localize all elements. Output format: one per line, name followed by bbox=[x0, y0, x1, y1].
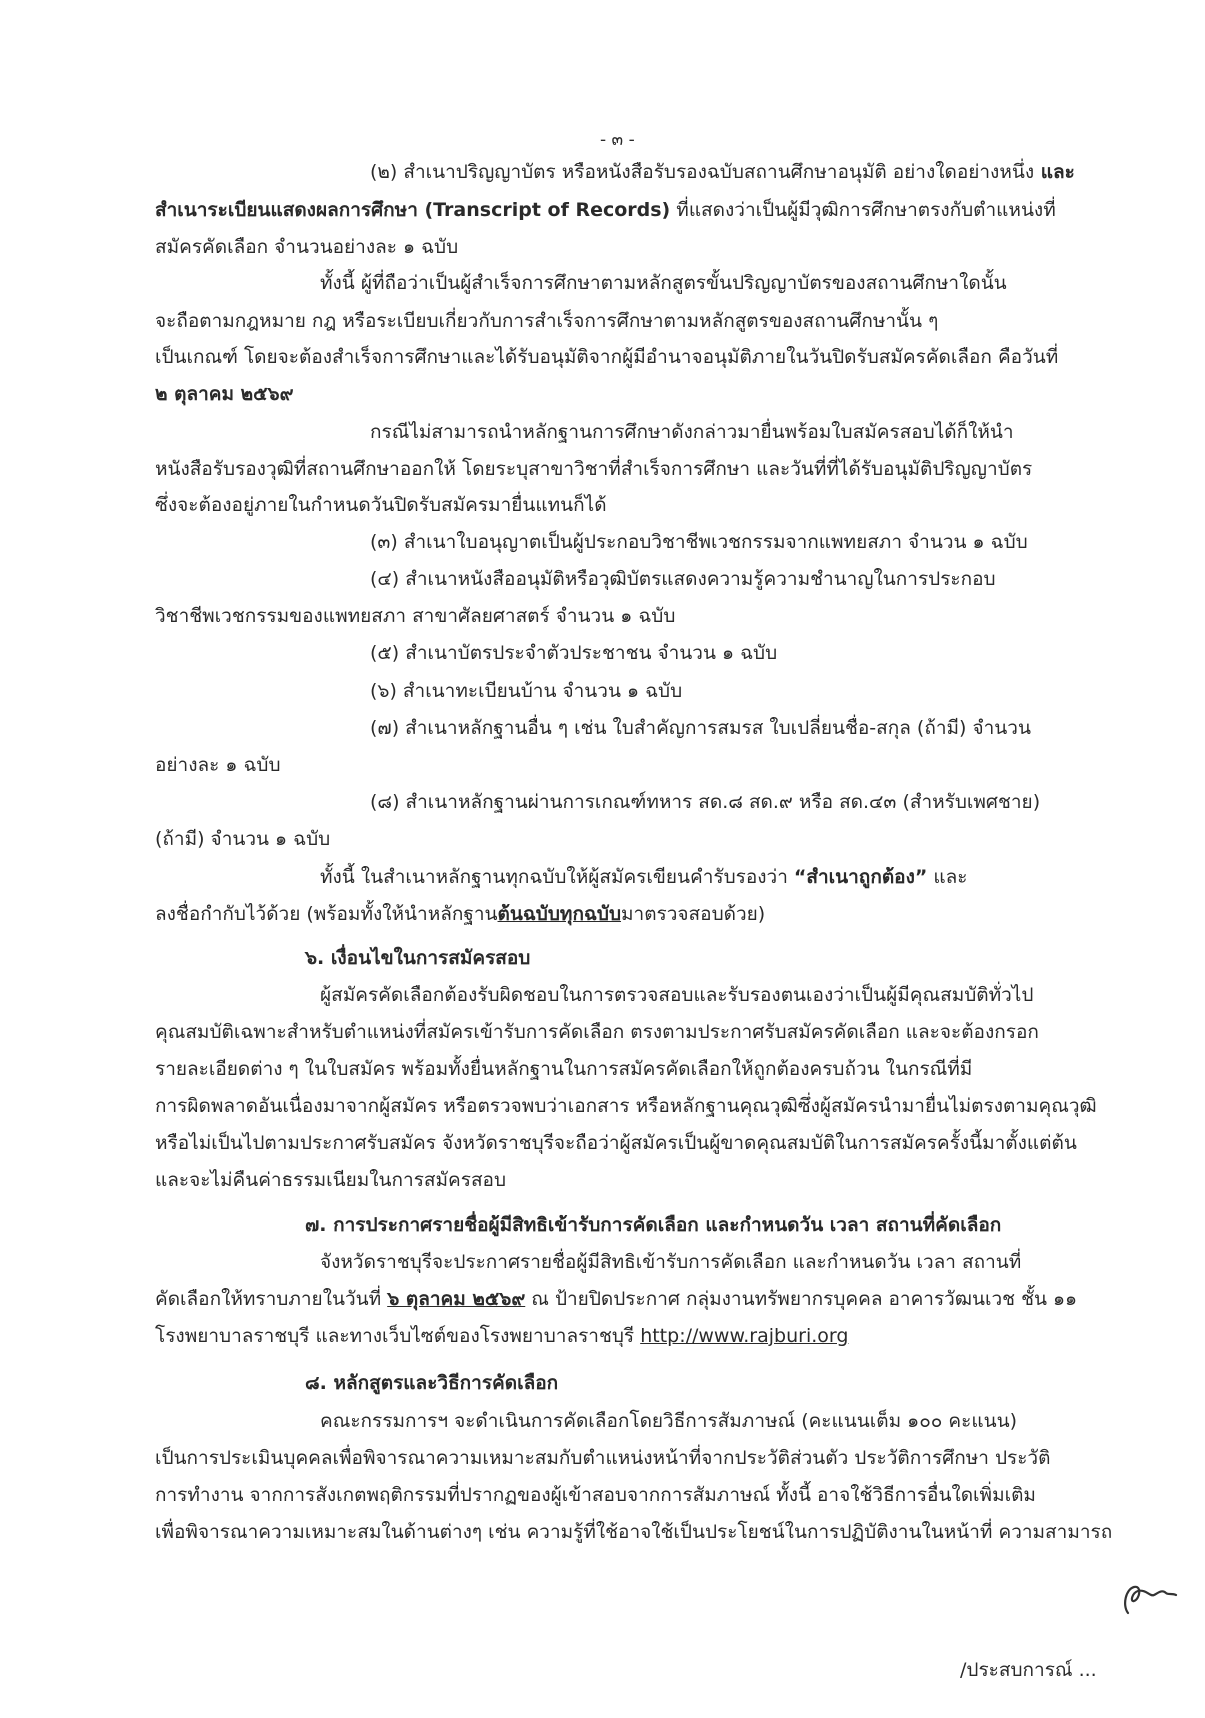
text-line: ทั้งนี้ ในสำเนาหลักฐานทุกฉบับให้ผู้สมัครเขียนคำรับรองว่า “สำเนาถูกต้อง” และ bbox=[320, 866, 968, 888]
item-5-line: (๕) สำเนาบัตรประจำตัวประชาชน จำนวน ๑ ฉบับ bbox=[370, 642, 778, 664]
text-line: คัดเลือกให้ทราบภายในวันที่ ๖ ตุลาคม ๒๕๖๙ ณ ป้ายปิดประกาศ กลุ่มงานทรัพยากรบุคคล อาคารวัฒนเวช ชั้น ๑๑ bbox=[155, 1288, 1078, 1310]
text-line: หรือไม่เป็นไปตามประกาศรับสมัคร จังหวัดราชบุรีจะถือว่าผู้สมัครเป็นผู้ขาดคุณสมบัติในการสมัครครั้งนี้มาตั้งแต่ต้น bbox=[155, 1132, 1077, 1154]
continuation-note: /ประสบการณ์ ... bbox=[960, 1659, 1097, 1681]
text-line: ซึ่งจะต้องอยู่ภายในกำหนดวันปิดรับสมัครมายื่นแทนก็ได้ bbox=[155, 494, 607, 516]
item-2-line: (๒) สำเนาปริญญาบัตร หรือหนังสือรับรองฉบับสถานศึกษาอนุมัติ อย่างใดอย่างหนึ่ง และ bbox=[370, 161, 1075, 183]
transcript-line: สำเนาระเบียนแสดงผลการศึกษา (Transcript of Records) ที่แสดงว่าเป็นผู้มีวุฒิการศึกษาตรงกับตำแหน่งที่ bbox=[155, 199, 1056, 221]
text-line: อย่างละ ๑ ฉบับ bbox=[155, 754, 281, 776]
text-line: หนังสือรับรองวุฒิที่สถานศึกษาออกให้ โดยระบุสาขาวิชาที่สำเร็จการศึกษา และวันที่ที่ได้รับอนุมัติปริญญาบัตร bbox=[155, 458, 1033, 480]
section-6-heading: ๖. เงื่อนไขในการสมัครสอบ bbox=[305, 947, 531, 969]
text-line: วิชาชีพเวชกรรมของแพทยสภา สาขาศัลยศาสตร์ จำนวน ๑ ฉบับ bbox=[155, 605, 676, 627]
item-4-line: (๔) สำเนาหนังสืออนุมัติหรือวุฒิบัตรแสดงความรู้ความชำนาญในการประกอบ bbox=[370, 568, 996, 590]
text-line: คณะกรรมการฯ จะดำเนินการคัดเลือกโดยวิธีการสัมภาษณ์ (คะแนนเต็ม ๑๐๐ คะแนน) bbox=[320, 1410, 1017, 1432]
text-line: ทั้งนี้ ผู้ที่ถือว่าเป็นผู้สำเร็จการศึกษาตามหลักสูตรขั้นปริญญาบัตรของสถานศึกษาใดนั้น bbox=[320, 272, 1007, 294]
text-line: จังหวัดราชบุรีจะประกาศรายชื่อผู้มีสิทธิเข้ารับการคัดเลือก และกำหนดวัน เวลา สถานที่ bbox=[320, 1251, 1022, 1273]
section-7-heading: ๗. การประกาศรายชื่อผู้มีสิทธิเข้ารับการคัดเลือก และกำหนดวัน เวลา สถานที่คัดเลือก bbox=[305, 1214, 1002, 1236]
website-link[interactable]: http://www.rajburi.org bbox=[640, 1325, 849, 1347]
text-line: เป็นการประเมินบุคคลเพื่อพิจารณาความเหมาะสมกับตำแหน่งหน้าที่จากประวัติส่วนตัว ประวัติการศึกษา ประวัติ bbox=[155, 1447, 1051, 1469]
text-line: จะถือตามกฎหมาย กฎ หรือระเบียบเกี่ยวกับการสำเร็จการศึกษาตามหลักสูตรของสถานศึกษานั้น ๆ bbox=[155, 310, 939, 332]
item-3-line: (๓) สำเนาใบอนุญาตเป็นผู้ประกอบวิชาชีพเวชกรรมจากแพทยสภา จำนวน ๑ ฉบับ bbox=[370, 531, 1028, 553]
text-line: สมัครคัดเลือก จำนวนอย่างละ ๑ ฉบับ bbox=[155, 236, 459, 258]
text-line: เพื่อพิจารณาความเหมาะสมในด้านต่างๆ เช่น ความรู้ที่ใช้อาจใช้เป็นประโยชน์ในการปฏิบัติงานในหน้าที่ ความสามารถ bbox=[155, 1521, 1113, 1543]
text-line: การทำงาน จากการสังเกตพฤติกรรมที่ปรากฏของผู้เข้าสอบจากการสัมภาษณ์ ทั้งนี้ อาจใช้วิธีการอื่นใดเพิ่มเติม bbox=[155, 1484, 1036, 1506]
signature-mark bbox=[1120, 1575, 1180, 1620]
text-line: และจะไม่คืนค่าธรรมเนียมในการสมัครสอบ bbox=[155, 1169, 507, 1191]
text-line: คุณสมบัติเฉพาะสำหรับตำแหน่งที่สมัครเข้ารับการคัดเลือก ตรงตามประกาศรับสมัครคัดเลือก และจะต้องกรอก bbox=[155, 1021, 1039, 1043]
item-6-line: (๖) สำเนาทะเบียนบ้าน จำนวน ๑ ฉบับ bbox=[370, 680, 683, 702]
text-line: โรงพยาบาลราชบุรี และทางเว็บไซต์ของโรงพยาบาลราชบุรี http://www.rajburi.org bbox=[155, 1325, 849, 1347]
item-8-line: (๘) สำเนาหลักฐานผ่านการเกณฑ์ทหาร สด.๘ สด.๙ หรือ สด.๔๓ (สำหรับเพศชาย) bbox=[370, 791, 1041, 813]
text-line: รายละเอียดต่าง ๆ ในใบสมัคร พร้อมทั้งยื่นหลักฐานในการสมัครคัดเลือกให้ถูกต้องครบถ้วน ในกรณีที่มี bbox=[155, 1058, 973, 1080]
item-7-line: (๗) สำเนาหลักฐานอื่น ๆ เช่น ใบสำคัญการสมรส ใบเปลี่ยนชื่อ-สกุล (ถ้ามี) จำนวน bbox=[370, 717, 1031, 739]
text-line: ลงชื่อกำกับไว้ด้วย (พร้อมทั้งให้นำหลักฐานต้นฉบับทุกฉบับมาตรวจสอบด้วย) bbox=[155, 903, 766, 925]
text-line: (ถ้ามี) จำนวน ๑ ฉบับ bbox=[155, 828, 331, 850]
page-number: - ๓ - bbox=[600, 130, 635, 150]
text-line: ผู้สมัครคัดเลือกต้องรับผิดชอบในการตรวจสอบและรับรองตนเองว่าเป็นผู้มีคุณสมบัติทั่วไป bbox=[320, 984, 1034, 1006]
close-date: ๒ ตุลาคม ๒๕๖๙ bbox=[155, 383, 294, 405]
section-8-heading: ๘. หลักสูตรและวิธีการคัดเลือก bbox=[305, 1372, 559, 1394]
text-line: การผิดพลาดอันเนื่องมาจากผู้สมัคร หรือตรวจพบว่าเอกสาร หรือหลักฐานคุณวุฒิซึ่งผู้สมัครนำมายื่นไม่ตรงตามคุณวุฒิ bbox=[155, 1095, 1097, 1117]
text-line: เป็นเกณฑ์ โดยจะต้องสำเร็จการศึกษาและได้รับอนุมัติจากผู้มีอำนาจอนุมัติภายในวันปิดรับสมัครคัดเลือก คือวันที่ bbox=[155, 346, 1059, 368]
text-line: กรณีไม่สามารถนำหลักฐานการศึกษาดังกล่าวมายื่นพร้อมใบสมัครสอบได้ก็ให้นำ bbox=[370, 421, 1014, 443]
